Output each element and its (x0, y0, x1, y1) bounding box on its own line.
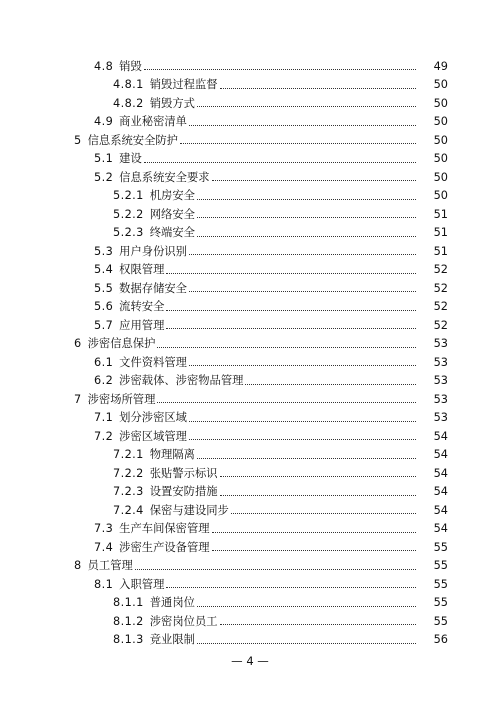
toc-dot-leader (197, 105, 416, 107)
toc-entry[interactable] (0, 446, 500, 465)
toc-entry-number: 4.8.2 (113, 96, 144, 110)
toc-entry[interactable] (0, 594, 500, 613)
toc-entry-page: 51 (433, 207, 448, 221)
toc-entry[interactable] (0, 631, 500, 650)
toc-entry-number: 7.2 (94, 429, 114, 443)
toc-entry-page: 50 (433, 115, 448, 129)
toc-entry-title: 建设 (119, 152, 142, 166)
toc-entry-number: 8.1.1 (113, 596, 144, 610)
toc-entry-title: 信息系统安全防护 (87, 133, 178, 147)
toc-entry[interactable] (0, 520, 500, 539)
toc-entry-page: 53 (433, 337, 448, 351)
toc-entry-title: 涉密岗位员工 (149, 614, 218, 628)
toc-entry-page: 51 (433, 244, 448, 258)
toc-entry-title: 设置安防措施 (149, 485, 218, 499)
toc-entry-page: 52 (433, 300, 448, 314)
toc-entry-page: 54 (433, 429, 448, 443)
toc-entry[interactable] (0, 94, 500, 113)
toc-entry-title: 划分涉密区域 (119, 411, 187, 425)
toc-dot-leader (135, 568, 416, 570)
toc-entry-number: 8.1.2 (113, 614, 144, 628)
toc-entry[interactable] (0, 612, 500, 631)
toc-entry-page: 55 (433, 614, 448, 628)
toc-entry-title: 张贴警示标识 (149, 466, 218, 480)
toc-entry-page: 52 (433, 318, 448, 332)
toc-dot-leader (189, 290, 416, 292)
toc-entry[interactable] (0, 316, 500, 335)
toc-entry[interactable] (0, 575, 500, 594)
toc-entry[interactable] (0, 113, 500, 132)
toc-entry-title: 物理隔离 (149, 448, 195, 462)
toc-dot-leader (189, 253, 416, 255)
toc-entry[interactable] (0, 131, 500, 150)
toc-entry-page: 52 (433, 263, 448, 277)
toc-entry-page: 55 (433, 540, 448, 554)
toc-entry-number: 5.5 (94, 281, 114, 295)
toc-entry-title: 销毁过程监督 (149, 78, 218, 92)
toc-entry-page: 55 (433, 577, 448, 591)
toc-entry[interactable] (0, 427, 500, 446)
toc-entry-title: 应用管理 (119, 318, 165, 332)
toc-dot-leader (157, 401, 416, 403)
toc-entry-number: 4.9 (94, 115, 114, 129)
toc-entry-title: 网络安全 (149, 207, 195, 221)
toc-dot-leader (144, 161, 416, 163)
toc-entry[interactable] (0, 538, 500, 557)
toc-dot-leader (166, 327, 416, 329)
toc-entry[interactable] (0, 353, 500, 372)
toc-dot-leader (212, 531, 416, 533)
toc-entry-page: 49 (433, 59, 448, 73)
toc-entry-number: 6.2 (94, 374, 114, 388)
toc-dot-leader (157, 346, 416, 348)
toc-entry[interactable] (0, 168, 500, 187)
toc-entry-page: 50 (433, 170, 448, 184)
toc-entry[interactable] (0, 279, 500, 298)
toc-entry-number: 8 (74, 559, 82, 573)
toc-dot-leader (166, 586, 416, 588)
toc-entry[interactable] (0, 557, 500, 576)
toc-entry-number: 7.2.1 (113, 448, 144, 462)
toc-entry-title: 权限管理 (119, 263, 165, 277)
toc-entry[interactable] (0, 261, 500, 280)
toc-entry[interactable] (0, 205, 500, 224)
toc-entry-number: 7 (74, 392, 82, 406)
toc-entry-number: 6 (74, 337, 82, 351)
toc-entry-page: 54 (433, 485, 448, 499)
toc-dot-leader (166, 309, 416, 311)
toc-entry-title: 销毁 (119, 59, 142, 73)
toc-entry[interactable] (0, 76, 500, 95)
toc-entry-page: 50 (433, 189, 448, 203)
toc-entry-title: 涉密生产设备管理 (119, 540, 210, 554)
toc-dot-leader (197, 198, 416, 200)
toc-entry-page: 53 (433, 355, 448, 369)
toc-entry-number: 7.4 (94, 540, 114, 554)
toc-dot-leader (231, 512, 416, 514)
toc-entry-page: 54 (433, 448, 448, 462)
toc-dot-leader (197, 605, 416, 607)
toc-entry-page: 50 (433, 96, 448, 110)
toc-dot-leader (189, 438, 416, 440)
toc-entry-title: 机房安全 (149, 189, 195, 203)
toc-dot-leader (220, 623, 416, 625)
toc-entry-page: 55 (433, 559, 448, 573)
toc-entry-page: 53 (433, 374, 448, 388)
toc-dot-leader (197, 216, 416, 218)
toc-entry-page: 50 (433, 133, 448, 147)
toc-dot-leader (197, 457, 416, 459)
toc-entry-page: 54 (433, 466, 448, 480)
toc-entry-page: 53 (433, 392, 448, 406)
toc-dot-leader (220, 87, 416, 89)
toc-entry-number: 5 (74, 133, 82, 147)
toc-entry[interactable] (0, 335, 500, 354)
toc-entry-title: 员工管理 (87, 559, 133, 573)
toc-entry-title: 涉密场所管理 (87, 392, 156, 406)
toc-entry-title: 普通岗位 (149, 596, 195, 610)
toc-entry-number: 8.1 (94, 577, 114, 591)
toc-entry-page: 50 (433, 152, 448, 166)
toc-entry-title: 涉密区域管理 (119, 429, 187, 443)
toc-entry-title: 生产车间保密管理 (119, 522, 210, 536)
toc-entry-number: 7.2.3 (113, 485, 144, 499)
toc-entry-number: 4.8 (94, 59, 114, 73)
toc-entry-title: 涉密信息保护 (87, 337, 156, 351)
toc-entry[interactable] (0, 372, 500, 391)
toc-dot-leader (166, 272, 416, 274)
toc-entry-number: 5.3 (94, 244, 114, 258)
toc-entry[interactable] (0, 150, 500, 169)
toc-dot-leader (197, 642, 416, 644)
toc-entry-title: 流转安全 (119, 300, 165, 314)
toc-entry-page: 56 (433, 633, 448, 647)
toc-entry-number: 5.6 (94, 300, 114, 314)
toc-dot-leader (245, 383, 416, 385)
toc-entry-number: 5.7 (94, 318, 114, 332)
toc-dot-leader (197, 235, 416, 237)
toc-entry-number: 5.1 (94, 152, 114, 166)
toc-entry[interactable] (0, 187, 500, 206)
toc-entry-number: 5.2.3 (113, 226, 144, 240)
toc-dot-leader (212, 549, 416, 551)
toc-entry-title: 入职管理 (119, 577, 165, 591)
toc-entry-title: 用户身份识别 (119, 244, 187, 258)
table-of-contents (0, 57, 500, 649)
toc-entry-title: 信息系统安全要求 (119, 170, 210, 184)
toc-entry-number: 7.3 (94, 522, 114, 536)
toc-dot-leader (212, 179, 416, 181)
toc-entry[interactable] (0, 242, 500, 261)
toc-entry-number: 5.2.1 (113, 189, 144, 203)
toc-entry[interactable] (0, 224, 500, 243)
toc-entry-number: 5.2 (94, 170, 114, 184)
toc-entry[interactable] (0, 483, 500, 502)
toc-entry-page: 54 (433, 503, 448, 517)
toc-dot-leader (189, 420, 416, 422)
toc-entry-number: 5.2.2 (113, 207, 144, 221)
toc-entry-title: 销毁方式 (149, 96, 195, 110)
toc-entry-title: 数据存储安全 (119, 281, 187, 295)
toc-entry[interactable] (0, 501, 500, 520)
toc-entry-title: 竞业限制 (149, 633, 195, 647)
toc-entry-number: 8.1.3 (113, 633, 144, 647)
toc-entry-number: 7.1 (94, 411, 114, 425)
toc-entry[interactable] (0, 298, 500, 317)
toc-entry-number: 7.2.4 (113, 503, 144, 517)
toc-entry-title: 终端安全 (149, 226, 195, 240)
toc-entry-title: 文件资料管理 (119, 355, 187, 369)
toc-entry[interactable] (0, 57, 500, 76)
toc-dot-leader (189, 364, 416, 366)
toc-entry-number: 4.8.1 (113, 78, 144, 92)
toc-dot-leader (220, 494, 416, 496)
toc-entry-number: 6.1 (94, 355, 114, 369)
toc-entry-title: 商业秘密清单 (119, 115, 187, 129)
toc-entry-page: 51 (433, 226, 448, 240)
page-number-footer: — 4 — (231, 654, 269, 668)
toc-entry-number: 7.2.2 (113, 466, 144, 480)
toc-entry-page: 52 (433, 281, 448, 295)
toc-entry-page: 53 (433, 411, 448, 425)
toc-dot-leader (189, 124, 416, 126)
toc-entry-page: 50 (433, 78, 448, 92)
toc-entry[interactable] (0, 409, 500, 428)
toc-dot-leader (180, 142, 416, 144)
toc-entry-page: 54 (433, 522, 448, 536)
toc-entry-number: 5.4 (94, 263, 114, 277)
toc-entry[interactable] (0, 390, 500, 409)
toc-entry-title: 保密与建设同步 (149, 503, 229, 517)
toc-entry-page: 55 (433, 596, 448, 610)
toc-entry[interactable] (0, 464, 500, 483)
toc-entry-title: 涉密载体、涉密物品管理 (119, 374, 244, 388)
toc-dot-leader (220, 475, 416, 477)
toc-dot-leader (144, 68, 416, 70)
